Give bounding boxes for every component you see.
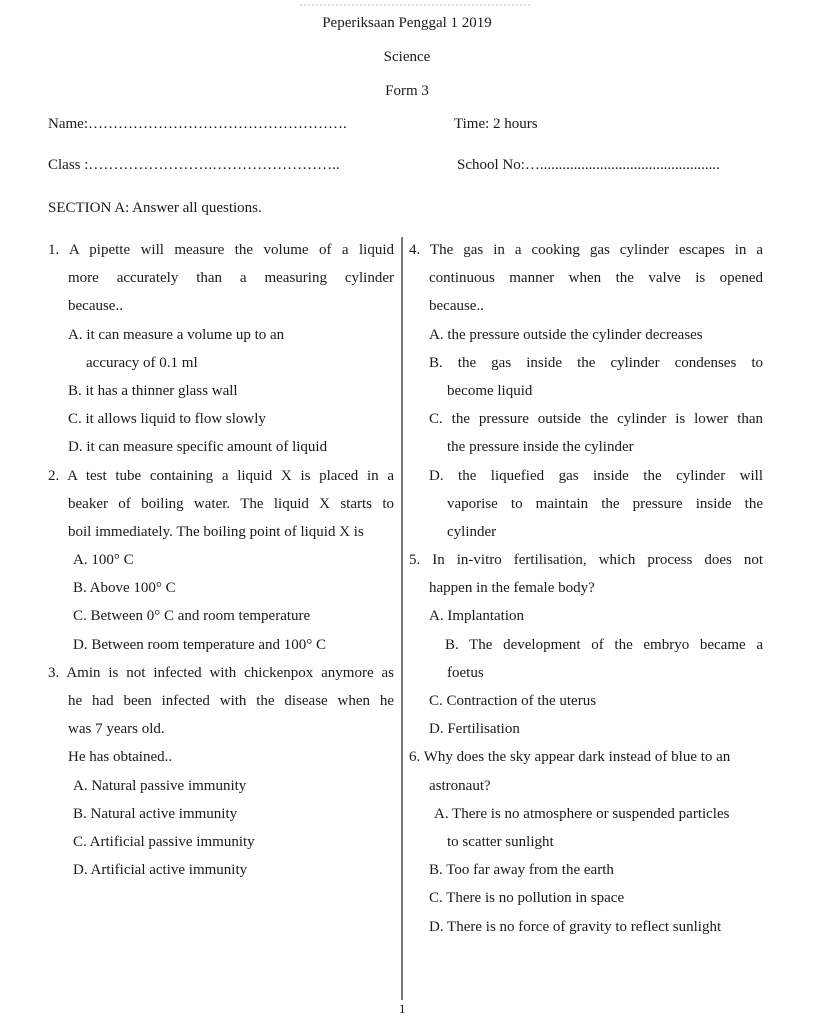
- option-a-cont: to scatter sunlight: [447, 833, 554, 850]
- question-stem-line: more accurately than a measuring cylinder: [68, 270, 394, 287]
- column-divider: [401, 237, 403, 1000]
- option-c: C. Between 0° C and room temperature: [73, 608, 311, 625]
- option-b: B. Above 100° C: [73, 580, 176, 597]
- question-stem-line: astronaut?: [429, 777, 491, 794]
- option-c: C. Artificial passive immunity: [73, 833, 255, 850]
- question-stem-line: he had been infected with the disease when he: [68, 693, 394, 709]
- form-title: Form 3: [385, 83, 429, 99]
- option-a: A. There is no atmosphere or suspended particles: [434, 805, 730, 822]
- page-number: 1: [399, 1001, 406, 1016]
- question-stem-line: 6. Why does the sky appear dark instead of blue to an: [409, 749, 731, 766]
- option-b-cont: foetus: [447, 664, 484, 681]
- option-a: A. it can measure a volume up to an: [68, 326, 285, 343]
- option-d: D. Fertilisation: [429, 721, 520, 738]
- question-3: [48, 659, 394, 885]
- question-stem-line: was 7 years old.: [68, 721, 165, 738]
- section-heading: SECTION A: Answer all questions.: [48, 200, 262, 216]
- option-b: B. Too far away from the earth: [429, 862, 614, 879]
- option-b-cont: become liquid: [447, 382, 533, 399]
- question-5: [409, 546, 763, 743]
- subject-title: Science: [383, 49, 431, 65]
- option-c: C. Contraction of the uterus: [429, 693, 597, 709]
- question-stem-line: He has obtained..: [68, 749, 173, 766]
- name-field: Name:…………………………………………….: [48, 116, 347, 132]
- question-1: [48, 236, 394, 462]
- option-c: C. the pressure outside the cylinder is lower than: [429, 411, 763, 428]
- question-stem-line: beaker of boiling water. The liquid X starts to: [68, 495, 394, 512]
- left-column: [48, 236, 394, 884]
- cropped-header-text: [300, 0, 530, 6]
- question-stem-line: 5. In in-vitro fertilisation, which process does not: [409, 552, 763, 569]
- option-d: D. Between room temperature and 100° C: [73, 636, 327, 653]
- option-d: D. Artificial active immunity: [73, 862, 248, 879]
- question-4: [409, 236, 763, 546]
- question-6: [409, 743, 763, 940]
- option-b: B. the gas inside the cylinder condenses to: [429, 354, 763, 371]
- option-d-cont: cylinder: [447, 523, 497, 540]
- option-a: A. 100° C: [73, 552, 134, 569]
- question-stem-line: happen in the female body?: [429, 580, 595, 597]
- class-field: Class :…………………….……………………..: [48, 157, 340, 173]
- option-d: D. the liquefied gas inside the cylinder will: [429, 467, 763, 484]
- question-stem-line: 3. Amin is not infected with chickenpox anymore as: [48, 664, 394, 681]
- option-a-cont: accuracy of 0.1 ml: [86, 354, 198, 371]
- option-c: C. There is no pollution in space: [429, 890, 625, 907]
- option-d-cont: vaporise to maintain the pressure inside the: [447, 495, 763, 512]
- school-no-field: School No:…................................................: [457, 157, 720, 173]
- exam-title: Peperiksaan Penggal 1 2019: [322, 15, 492, 31]
- question-stem-line: boil immediately. The boiling point of liquid X is: [68, 523, 364, 540]
- option-c: C. it allows liquid to flow slowly: [68, 411, 266, 428]
- option-b: B. Natural active immunity: [73, 805, 238, 822]
- right-column: [409, 236, 763, 941]
- option-b: B. it has a thinner glass wall: [68, 382, 238, 399]
- option-d: D. it can measure specific amount of liquid: [68, 439, 328, 456]
- question-stem-line: 2. A test tube containing a liquid X is placed in a: [48, 467, 394, 484]
- option-c-cont: the pressure inside the cylinder: [447, 439, 634, 456]
- option-a: A. Implantation: [429, 608, 524, 625]
- question-stem-line: continuous manner when the valve is opened: [429, 270, 763, 287]
- question-stem-line: 4. The gas in a cooking gas cylinder escapes in a: [409, 242, 763, 258]
- option-a: A. the pressure outside the cylinder decreases: [429, 326, 703, 343]
- question-2: [48, 462, 394, 659]
- question-stem-line: because..: [68, 298, 123, 315]
- option-a: A. Natural passive immunity: [73, 777, 247, 794]
- time-label: Time: 2 hours: [454, 116, 538, 132]
- option-b: B. The development of the embryo became a: [445, 636, 763, 653]
- question-stem-line: because..: [429, 298, 484, 315]
- question-stem-line: 1. A pipette will measure the volume of a liquid: [48, 242, 394, 258]
- option-d: D. There is no force of gravity to reflect sunlight: [429, 918, 722, 935]
